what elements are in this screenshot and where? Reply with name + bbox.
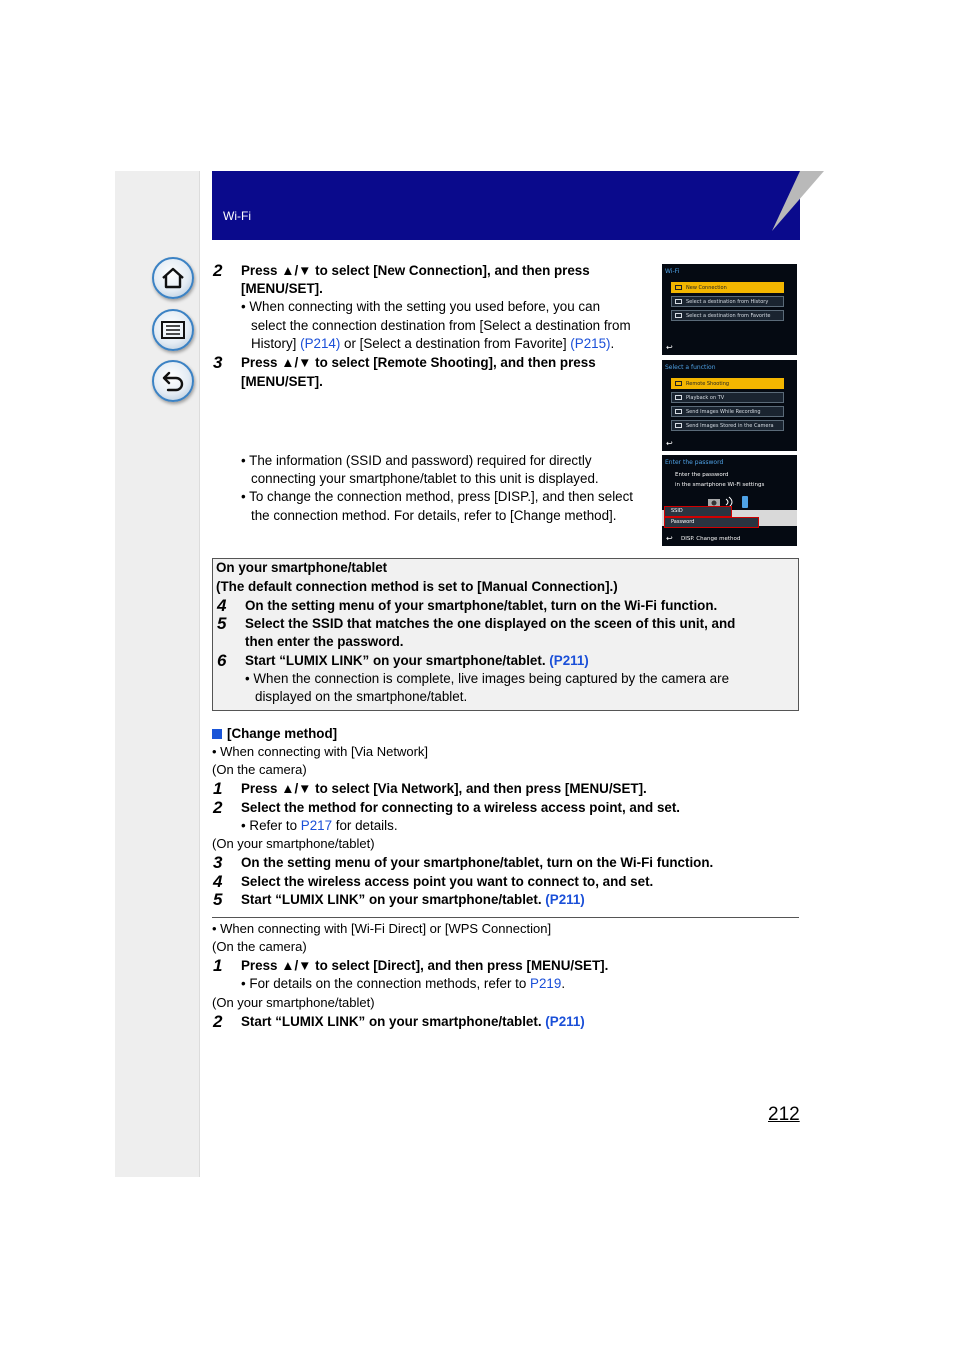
step-number: 2 [213,261,223,280]
camera-screen-select-function [662,360,797,451]
step-text: Press ▲/▼ to select [Remote Shooting], and then press [241,355,596,370]
context-label: (On the camera) [212,762,307,777]
bullet-text: displayed on the smartphone/tablet. [255,689,468,704]
camera-screen-wifi-menu [662,264,797,355]
screen-footer: DISP. Change method [681,536,741,542]
subsection-heading: [Change method] [212,725,337,743]
return-icon: ↩ [666,534,673,543]
step-number: 6 [217,651,227,670]
page-link[interactable]: P219 [530,976,562,991]
screen-menu-item: Send Images Stored in the Camera [671,420,784,431]
return-icon: ↩ [666,343,673,352]
step-number: 5 [217,614,227,633]
screen-menu-item: Remote Shooting [671,378,784,389]
condition-text: • When connecting with [Via Network] [212,744,429,759]
condition-text: • When connecting with [Wi-Fi Direct] or [WPS Connection] [212,921,552,936]
step-number: 1 [213,956,223,975]
back-arrow-icon[interactable] [152,360,194,402]
step-text: Press ▲/▼ to select [Direct], and then press [MENU/SET]. [241,958,609,973]
step-text: Select the method for connecting to a wireless access point, and set. [241,800,681,815]
page-link[interactable]: P217 [300,818,333,833]
step-text: [MENU/SET]. [241,374,323,389]
step-number: 2 [213,798,223,817]
step-text: then enter the password. [245,634,404,649]
bullet-text: • When the connection is complete, live images being captured by the camera are [245,671,730,686]
step-number: 3 [213,353,223,372]
password-field: Password [664,517,759,528]
step-text: Start “LUMIX LINK” on your smartphone/tablet. (P211) [241,1014,585,1029]
bullet-text: • To change the connection method, press [DISP.], and then select [241,489,634,504]
bullet-text: • Refer to P217 for details. [241,818,398,833]
section-title: Wi-Fi [223,209,251,223]
return-icon: ↩ [666,439,673,448]
menu-list-icon[interactable] [152,309,194,351]
step-number: 3 [213,853,223,872]
screen-text: Enter the password [675,472,729,478]
square-bullet-icon [212,729,222,739]
home-icon[interactable] [152,257,194,299]
step-text: Start “LUMIX LINK” on your smartphone/tablet. (P211) [241,892,585,907]
context-label: (On your smartphone/tablet) [212,836,375,851]
screen-menu-item: Select a destination from Favorite [671,310,784,321]
page-link[interactable]: (P211) [549,653,589,668]
step-number: 5 [213,890,223,909]
screen-title: Select a function [665,364,716,371]
bullet-text: • The information (SSID and password) required for directly [241,453,592,468]
bullet-text: the connection method. For details, refer to [Change method]. [251,508,617,523]
section-header-bar [212,171,800,240]
screen-menu-item: Send Images While Recording [671,406,784,417]
step-number: 4 [217,596,227,615]
step-text: Press ▲/▼ to select [Via Network], and then press [MENU/SET]. [241,781,647,796]
screen-title: Enter the password [665,459,724,466]
bullet-text: select the connection destination from [Select a destination from [251,318,631,333]
context-label: (On your smartphone/tablet) [212,995,375,1010]
box-heading: On your smartphone/tablet [216,560,388,575]
context-label: (On the camera) [212,939,307,954]
step-text: Select the wireless access point you want to connect to, and set. [241,874,654,889]
bullet-text: • For details on the connection methods, refer to P219. [241,976,566,991]
bullet-text: • When connecting with the setting you used before, you can [241,299,601,314]
header-corner-decoration [772,171,824,231]
screen-title: Wi-Fi [665,268,680,275]
camera-screen-enter-password [662,455,797,546]
step-text: Start “LUMIX LINK” on your smartphone/tablet. (P211) [245,653,589,668]
box-heading: (The default connection method is set to [Manual Connection].) [216,579,618,594]
step-text: Select the SSID that matches the one displayed on the sceen of this unit, and [245,616,736,631]
step-number: 1 [213,779,223,798]
page-link[interactable]: (P211) [545,892,585,907]
bullet-text: connecting your smartphone/tablet to this unit is displayed. [251,471,599,486]
ssid-field: SSID [664,506,732,517]
step-text: Press ▲/▼ to select [New Connection], and then press [241,263,590,278]
page-link[interactable]: (P211) [545,1014,585,1029]
screen-menu-item: Playback on TV [671,392,784,403]
screen-text: in the smartphone Wi-Fi settings [675,482,765,488]
step-text: [MENU/SET]. [241,281,323,296]
step-number: 4 [213,872,223,891]
step-number: 2 [213,1012,223,1031]
page-link[interactable]: (P214) [300,336,341,351]
screen-menu-item: Select a destination from History [671,296,784,307]
page-link[interactable]: (P215) [570,336,611,351]
bullet-text: History] (P214) or [Select a destination from Favorite] (P215). [251,336,615,351]
step-text: On the setting menu of your smartphone/tablet, turn on the Wi-Fi function. [241,855,714,870]
screen-menu-item: New Connection [671,282,784,293]
divider [212,917,799,918]
page-number: 212 [768,1104,800,1125]
step-text: On the setting menu of your smartphone/tablet, turn on the Wi-Fi function. [245,598,718,613]
